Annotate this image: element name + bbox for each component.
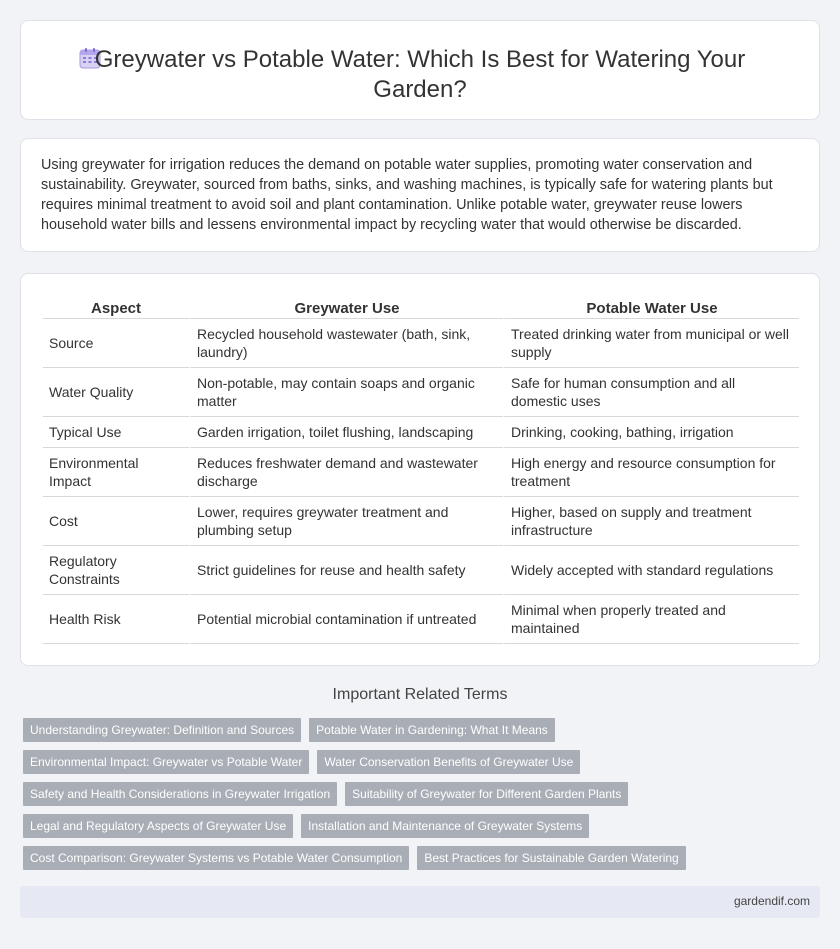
cell-aspect: Health Risk — [43, 595, 189, 644]
tag-row — [23, 750, 723, 774]
cell-aspect: Source — [43, 319, 189, 368]
table-row — [43, 417, 799, 448]
cell-greywater: Garden irrigation, toilet flushing, landscaping — [189, 417, 503, 448]
related-terms-list — [23, 718, 723, 878]
tag-row — [23, 782, 723, 806]
cell-aspect: Environmental Impact — [43, 448, 189, 497]
header-greywater: Greywater Use — [189, 298, 503, 319]
related-term-tag[interactable]: Installation and Maintenance of Greywater Systems — [301, 814, 589, 838]
intro-card — [20, 138, 820, 252]
table-row — [43, 497, 799, 546]
cell-greywater: Strict guidelines for reuse and health safety — [189, 546, 503, 595]
table-row — [43, 595, 799, 644]
page-title: Greywater vs Potable Water: Which Is Best for Watering Your Garden? — [94, 46, 746, 103]
title-card — [20, 20, 820, 120]
cell-potable: Drinking, cooking, bathing, irrigation — [503, 417, 799, 448]
table-row — [43, 546, 799, 595]
tag-row — [23, 846, 723, 870]
related-term-tag[interactable]: Water Conservation Benefits of Greywater Use — [317, 750, 580, 774]
cell-greywater: Reduces freshwater demand and wastewater discharge — [189, 448, 503, 497]
header-potable: Potable Water Use — [503, 298, 799, 319]
tag-row — [23, 814, 723, 838]
table-row — [43, 448, 799, 497]
related-term-tag[interactable]: Potable Water in Gardening: What It Means — [309, 718, 555, 742]
related-term-tag[interactable]: Legal and Regulatory Aspects of Greywater Use — [23, 814, 293, 838]
related-term-tag[interactable]: Understanding Greywater: Definition and Sources — [23, 718, 301, 742]
intro-paragraph: Using greywater for irrigation reduces the demand on potable water supplies, promoting water conservation and sustainability. Greywater, sourced from baths, sinks, and washing machines, is typically safe for watering plants but requires minimal treatment to avoid soil and plant contamination. Unlike potable water, greywater reuse lowers household water bills and lessens environmental impact by recycling water that would otherwise be discarded. — [41, 157, 773, 233]
cell-greywater: Lower, requires greywater treatment and plumbing setup — [189, 497, 503, 546]
related-term-tag[interactable]: Safety and Health Considerations in Greywater Irrigation — [23, 782, 337, 806]
related-term-tag[interactable]: Environmental Impact: Greywater vs Potable Water — [23, 750, 309, 774]
table-header-row — [43, 298, 799, 319]
footer — [20, 886, 820, 918]
related-term-tag[interactable]: Suitability of Greywater for Different Garden Plants — [345, 782, 628, 806]
related-term-tag[interactable]: Best Practices for Sustainable Garden Watering — [417, 846, 685, 870]
cell-aspect: Water Quality — [43, 368, 189, 417]
tag-row — [23, 718, 723, 742]
comparison-card — [20, 273, 820, 666]
cell-aspect: Cost — [43, 497, 189, 546]
cell-potable: Minimal when properly treated and maintained — [503, 595, 799, 644]
cell-aspect: Regulatory Constraints — [43, 546, 189, 595]
comparison-table — [43, 298, 799, 644]
cell-potable: Safe for human consumption and all domestic uses — [503, 368, 799, 417]
cell-potable: Higher, based on supply and treatment infrastructure — [503, 497, 799, 546]
cell-potable: Treated drinking water from municipal or well supply — [503, 319, 799, 368]
footer-site-link[interactable]: gardendif.com — [733, 894, 810, 908]
table-row — [43, 368, 799, 417]
header-aspect: Aspect — [43, 298, 189, 319]
cell-greywater: Recycled household wastewater (bath, sink, laundry) — [189, 319, 503, 368]
related-term-tag[interactable]: Cost Comparison: Greywater Systems vs Potable Water Consumption — [23, 846, 409, 870]
cell-potable: Widely accepted with standard regulations — [503, 546, 799, 595]
cell-potable: High energy and resource consumption for treatment — [503, 448, 799, 497]
table-row — [43, 319, 799, 368]
cell-aspect: Typical Use — [43, 417, 189, 448]
cell-greywater: Non-potable, may contain soaps and organic matter — [189, 368, 503, 417]
cell-greywater: Potential microbial contamination if untreated — [189, 595, 503, 644]
related-terms-heading: Important Related Terms — [332, 686, 508, 703]
